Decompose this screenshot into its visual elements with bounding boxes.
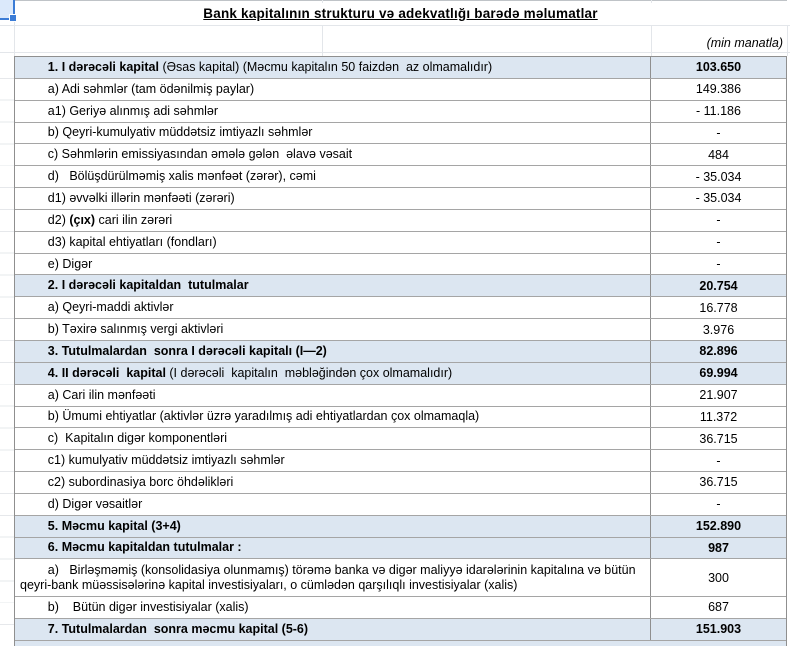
row-label-text: d) Bölüşdürülməmiş xalis mənfəət (zərər), cəmi (47, 169, 316, 184)
row-value-text: - (716, 257, 721, 272)
row-label-cell[interactable] (15, 363, 651, 384)
row-value-cell[interactable] (651, 494, 786, 515)
row-value-text: 484 (708, 147, 729, 162)
row-label-cell[interactable] (15, 101, 651, 122)
row-label-text: c1) kumulyativ müddətsiz imtiyazlı səhmlər (47, 453, 285, 468)
row-value-text: 3.976 (702, 322, 735, 337)
table-row (15, 538, 786, 560)
row-value-text: - (716, 213, 721, 228)
table-row (15, 57, 786, 79)
row-value-text: - 11.186 (696, 104, 741, 119)
row-label-text-bold: 3. Tutulmalardan sonra I dərəcəli kapitalı (I—2) (47, 343, 327, 358)
table-row (15, 407, 786, 429)
row-label-text-bold: 2. I dərəcəli kapitaldan tutulmalar (47, 278, 249, 293)
row-label-text: e) Digər (47, 256, 93, 271)
row-label-cell[interactable] (15, 450, 651, 471)
row-value-text: 36.715 (699, 431, 738, 446)
row-value-text: - (716, 235, 721, 250)
row-label-cell[interactable] (15, 232, 651, 253)
row-label-cell[interactable] (15, 516, 651, 537)
row-value-text: 21.907 (699, 388, 738, 403)
table-row (15, 297, 786, 319)
row-value-text: - (716, 125, 721, 140)
selected-cell-a1[interactable] (0, 0, 15, 20)
row-value-cell[interactable] (651, 275, 786, 296)
row-value-cell[interactable] (651, 144, 786, 165)
table-row (15, 144, 786, 166)
table-row (15, 559, 786, 597)
row-label-text-rest: cari ilin zərəri (95, 212, 173, 227)
table-row (15, 232, 786, 254)
row-value-cell[interactable] (651, 472, 786, 493)
row-label-text: a) Adi səhmlər (tam ödənilmiş paylar) (47, 81, 255, 96)
row-value-text: 69.994 (699, 366, 738, 381)
row-value-text: 11.372 (699, 409, 738, 424)
row-value-text: 103.650 (695, 60, 742, 75)
capital-table-body (15, 57, 786, 641)
row-label-text: b) Qeyri-kumulyativ müddətsiz imtiyazlı səhmlər (47, 125, 313, 140)
row-value-text: - (716, 497, 721, 512)
row-label-cell[interactable] (15, 619, 651, 640)
row-value-text: 151.903 (695, 622, 742, 637)
row-value-cell[interactable] (651, 188, 786, 209)
table-row (15, 472, 786, 494)
row-label-cell[interactable] (15, 57, 651, 78)
capital-table (14, 56, 787, 646)
row-label-cell[interactable] (15, 319, 651, 340)
row-value-text: - 35.034 (695, 191, 742, 206)
row-label-cell[interactable] (15, 428, 651, 449)
row-label-cell[interactable] (15, 166, 651, 187)
row-value-cell[interactable] (651, 166, 786, 187)
row-value-cell[interactable] (651, 210, 786, 231)
row-label-text-bold: 1. I dərəcəli kapital (47, 59, 159, 74)
row-label-cell[interactable] (15, 538, 651, 559)
row-label-cell[interactable] (15, 559, 651, 596)
row-value-cell[interactable] (651, 57, 786, 78)
row-value-cell[interactable] (651, 516, 786, 537)
row-label-text-rest: (I dərəcəli kapitalın məbləğindən çox olmamalıdır) (165, 365, 453, 380)
row-value-text: - 35.034 (695, 169, 742, 184)
table-row (15, 450, 786, 472)
row-value-text: 20.754 (699, 278, 738, 293)
row-label-text: b) Ümumi ehtiyatlar (aktivlər üzrə yaradılmış adi ehtiyatlardan çox olmamaqla) (47, 409, 480, 424)
row-value-cell[interactable] (651, 341, 786, 362)
row-value-cell[interactable] (651, 407, 786, 428)
table-row (15, 494, 786, 516)
row-label-text-bold: 4. II dərəcəli kapital (47, 365, 166, 380)
table-row (15, 275, 786, 297)
row-value-cell[interactable] (651, 597, 786, 618)
row-label-text: d) Digər vəsaitlər (47, 496, 143, 511)
row-label-text: a) Cari ilin mənfəəti (47, 387, 156, 402)
table-row (15, 123, 786, 145)
row-label-text: b) Bütün digər investisiyalar (xalis) (47, 599, 249, 614)
row-value-cell[interactable] (651, 319, 786, 340)
table-row (15, 319, 786, 341)
row-label-cell[interactable] (15, 597, 651, 618)
row-label-text-bold: (çıx) (69, 212, 96, 227)
row-label-text: a1) Geriyə alınmış adi səhmlər (47, 103, 218, 118)
row-value-cell[interactable] (651, 363, 786, 384)
row-label-cell[interactable] (15, 494, 651, 515)
table-row (15, 516, 786, 538)
row-label-text: c) Səhmlərin emissiyasından əmələ gələn əlavə vəsait (47, 147, 353, 162)
unit-note[interactable]: (min manatla) (706, 36, 783, 50)
gridline (14, 0, 787, 1)
sheet-title-cell[interactable] (14, 3, 787, 23)
row-value-text: 149.386 (695, 82, 742, 97)
row-value-cell[interactable] (651, 385, 786, 406)
row-label-cell[interactable] (15, 254, 651, 275)
row-label-cell[interactable] (15, 385, 651, 406)
row-value-text: 36.715 (699, 475, 738, 490)
row-value-cell[interactable] (651, 123, 786, 144)
row-value-text: 687 (708, 600, 729, 615)
page-title: Bank kapitalının strukturu və adekvatlığı barədə məlumatlar (203, 5, 598, 21)
row-value-cell[interactable] (651, 559, 786, 596)
table-row (15, 79, 786, 101)
row-label-cell[interactable] (15, 144, 651, 165)
row-label-cell[interactable] (15, 407, 651, 428)
row-label-cell[interactable] (15, 341, 651, 362)
row-value-text: 152.890 (695, 519, 742, 534)
row-label-text-bold: 5. Məcmu kapital (3+4) (47, 518, 181, 533)
row-label-cell[interactable] (15, 297, 651, 318)
row-value-cell[interactable] (651, 428, 786, 449)
row-value-cell[interactable] (651, 619, 786, 640)
row-label-text: d3) kapital ehtiyatları (fondları) (47, 234, 217, 249)
row-value-cell[interactable] (651, 450, 786, 471)
row-value-text: - (716, 453, 721, 468)
row-label-text-bold: 7. Tutulmalardan sonra məcmu kapital (5-6) (47, 621, 309, 636)
row-label-cell[interactable] (15, 123, 651, 144)
table-row (15, 428, 786, 450)
table-row (15, 619, 786, 641)
row-value-cell[interactable] (651, 79, 786, 100)
table-row (15, 341, 786, 363)
table-row (15, 597, 786, 619)
row-value-text: 82.896 (699, 344, 738, 359)
row-label-text: d2) (47, 212, 70, 227)
row-value-cell[interactable] (651, 232, 786, 253)
row-label-text: a) Birləşməmiş (konsolidasiya olunmamış) törəmə banka və digər maliyyə idarələrinin kapitalına və bütün qeyri-bank müəssisələrinə kapital investisiyaları, o cümlədən qarşılıqlı investisiyalar (xalis) (20, 562, 640, 592)
row-label-text: a) Qeyri-maddi aktivlər (47, 300, 174, 315)
row-value-cell[interactable] (651, 297, 786, 318)
row-label-text-bold: 6. Məcmu kapitaldan tutulmalar : (47, 540, 242, 555)
row-label-text: c) Kapitalın digər komponentləri (47, 431, 228, 446)
table-row (15, 254, 786, 276)
row-label-cell[interactable] (15, 275, 651, 296)
row-label-cell[interactable] (15, 210, 651, 231)
row-value-text: 987 (708, 540, 729, 555)
row-value-cell[interactable] (651, 538, 786, 559)
table-row (15, 385, 786, 407)
gridline (0, 52, 790, 53)
row-gutter (0, 57, 14, 640)
row-label-cell[interactable] (15, 79, 651, 100)
table-row (15, 210, 786, 232)
row-label-text: d1) əvvəlki illərin mənfəəti (zərəri) (47, 190, 235, 205)
row-value-text: 300 (708, 570, 729, 585)
row-value-cell[interactable] (651, 101, 786, 122)
row-value-text: 16.778 (699, 300, 738, 315)
row-label-text: b) Təxirə salınmış vergi aktivləri (47, 322, 224, 337)
row-label-text: c2) subordinasiya borc öhdəlikləri (47, 474, 234, 489)
row-value-cell[interactable] (651, 254, 786, 275)
row-label-text-rest: (Əsas kapital) (Məcmu kapitalın 50 faizdən az olmamalıdır) (158, 59, 493, 74)
gridline (322, 25, 323, 56)
table-row (15, 101, 786, 123)
gridline (787, 25, 788, 56)
table-row (15, 166, 786, 188)
table-row (15, 363, 786, 385)
row-label-cell[interactable] (15, 188, 651, 209)
table-row (15, 188, 786, 210)
gridline (0, 25, 790, 26)
row-label-cell[interactable] (15, 472, 651, 493)
